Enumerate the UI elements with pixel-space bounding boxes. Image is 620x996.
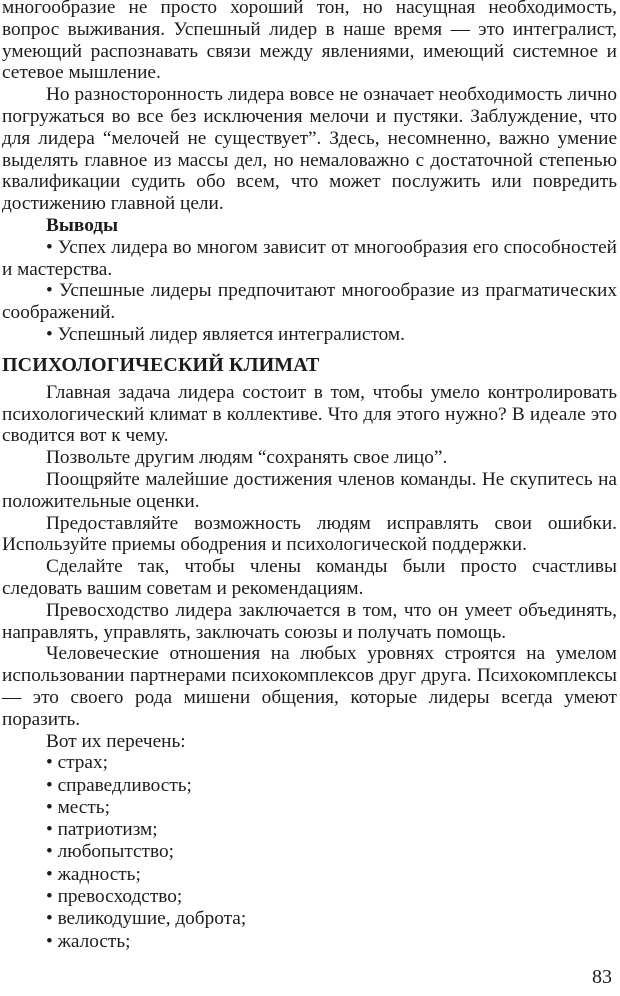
conclusion-item: • Успешный лидер является интегралистом.	[46, 323, 405, 345]
body-paragraph: Позвольте другим людям “сохранять свое лицо”.	[46, 447, 448, 469]
page-number: 83	[592, 966, 612, 988]
list-item: • месть;	[46, 796, 110, 818]
list-item: • превосходство;	[46, 886, 183, 908]
conclusion-item: • Успех лидера во многом зависит от многообразия его способностей и мастерства.	[2, 236, 617, 280]
list-item: • патриотизм;	[46, 819, 158, 841]
body-paragraph: Сделайте так, чтобы члены команды были просто счастливы следовать вашим советам и рекомендациям.	[2, 556, 617, 599]
body-paragraph: Поощряйте малейшие достижения членов команды. Не скупитесь на положительные оценки.	[2, 468, 617, 512]
list-item: • великодушие, доброта;	[46, 908, 247, 930]
body-paragraph: Превосходство лидера заключается в том, что он умеет объединять, направлять, управлять, заключать союзы и получать помощь.	[2, 599, 617, 643]
versatility-paragraph: Но разносторонность лидера вовсе не означает необходимость лично погружаться во все без исключения мелочи и пустяки. Заблуждение, что для лидера “мелочей не существует”. Здесь, несомненно, важно умение выделять главное из массы дел, но немаловажно с достаточной степенью квалификации судить обо всем, что может послужить или повредить достижению главной цели.	[2, 84, 617, 215]
list-item: • жалость;	[46, 930, 131, 952]
conclusions-title: Выводы	[46, 214, 119, 236]
page-body	[2, 0, 617, 953]
list-item: • справедливость;	[46, 774, 192, 796]
list-item: • жадность;	[46, 863, 141, 885]
section-heading: ПСИХОЛОГИЧЕСКИЙ КЛИМАТ	[2, 353, 320, 376]
body-paragraph: Предоставляйте возможность людям исправлять свои ошибки. Используйте приемы ободрения и психологической поддержки.	[2, 512, 617, 556]
list-item: • страх;	[46, 752, 108, 774]
conclusion-item: • Успешные лидеры предпочитают многообразие из прагматических соображений.	[2, 280, 617, 324]
body-paragraph: Человеческие отношения на любых уровнях строятся на умелом использовании партнерами психокомплексов друг друга. Психокомплексы — это своего рода мишени общения, которые лидеры всегда умеют поразить.	[2, 643, 617, 730]
body-paragraph: Главная задача лидера состоит в том, чтобы умело контролировать психологический климат в коллективе. Что для этого нужно? В идеале это сводится вот к чему.	[2, 381, 617, 447]
list-intro: Вот их перечень:	[46, 730, 186, 752]
list-item: • любопытство;	[46, 841, 174, 863]
psychocomplex-list	[2, 752, 617, 953]
top-fragment-paragraph: многообразие не просто хороший тон, но насущная необходимость, вопрос выживания. Успешный лидер в наше время — это интегралист, умеющий распознавать связи между явлениями, имеющий системное и сетевое мышление.	[2, 0, 617, 84]
